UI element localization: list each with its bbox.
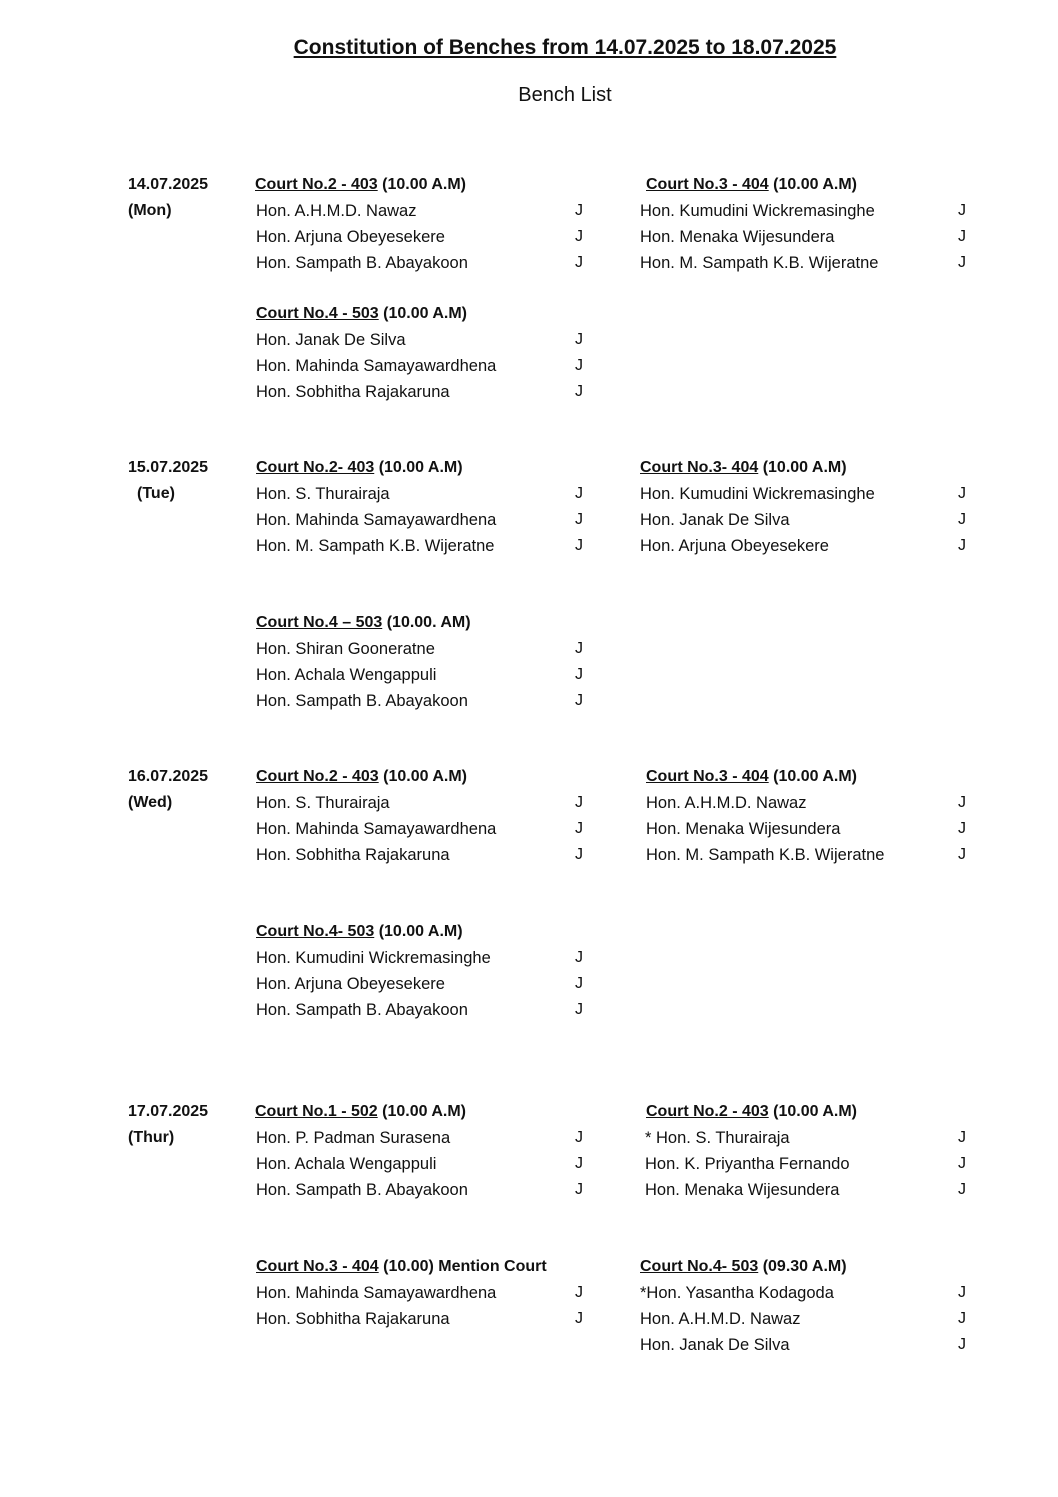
judge-name: Hon. A.H.M.D. Nawaz bbox=[256, 202, 417, 220]
bench-heading bbox=[256, 459, 463, 477]
judge-mark: J bbox=[575, 511, 583, 528]
judge-mark: J bbox=[575, 975, 583, 992]
judge-name: Hon. Kumudini Wickremasinghe bbox=[256, 949, 491, 967]
court-time: (10.00. AM) bbox=[382, 614, 471, 631]
day-weekday: (Mon) bbox=[128, 202, 172, 219]
judge-mark: J bbox=[575, 846, 583, 863]
court-name: Court No.4 - 503 bbox=[256, 305, 379, 322]
judge-name: Hon. Sobhitha Rajakaruna bbox=[256, 383, 450, 401]
court-time: (10.00 A.M) bbox=[374, 923, 463, 940]
judge-mark: J bbox=[575, 1310, 583, 1327]
judge-name: Hon. Mahinda Samayawardhena bbox=[256, 1284, 497, 1302]
court-name: Court No.4- 503 bbox=[256, 923, 375, 940]
court-name: Court No.2 - 403 bbox=[256, 768, 379, 785]
bench-heading bbox=[640, 1258, 847, 1276]
court-name: Court No.2- 403 bbox=[256, 459, 375, 476]
judge-name: Hon. Shiran Gooneratne bbox=[256, 640, 435, 658]
judge-name: Hon. Sobhitha Rajakaruna bbox=[256, 1310, 450, 1328]
judge-name: Hon. Arjuna Obeyesekere bbox=[256, 228, 445, 246]
judge-mark: J bbox=[575, 820, 583, 837]
judge-name: Hon. Mahinda Samayawardhena bbox=[256, 357, 497, 375]
page-subtitle: Bench List bbox=[518, 84, 612, 106]
judge-name: Hon. Janak De Silva bbox=[640, 511, 790, 529]
judge-mark: J bbox=[575, 794, 583, 811]
judge-name: Hon. M. Sampath K.B. Wijeratne bbox=[256, 537, 495, 555]
court-name: Court No.1 - 502 bbox=[255, 1103, 378, 1120]
judge-name: Hon. Sampath B. Abayakoon bbox=[256, 254, 468, 272]
judge-mark: J bbox=[575, 1284, 583, 1301]
court-time: (09.30 A.M) bbox=[758, 1258, 847, 1275]
judge-mark: J bbox=[575, 383, 583, 400]
judge-mark: J bbox=[958, 202, 966, 219]
judge-name: Hon. Menaka Wijesundera bbox=[645, 1181, 840, 1199]
bench-heading bbox=[256, 1258, 547, 1276]
day-date: 14.07.2025 bbox=[128, 176, 209, 193]
judge-mark: J bbox=[575, 202, 583, 219]
judge-name: Hon. Janak De Silva bbox=[640, 1336, 790, 1354]
judge-mark: J bbox=[958, 1310, 966, 1327]
court-time: (10.00 A.M) bbox=[374, 459, 463, 476]
bench-heading bbox=[646, 176, 857, 194]
judge-mark: J bbox=[575, 537, 583, 554]
court-name: Court No.4 – 503 bbox=[256, 614, 383, 631]
court-name: Court No.2 - 403 bbox=[646, 1103, 769, 1120]
bench-heading bbox=[646, 768, 857, 786]
judge-name: Hon. Menaka Wijesundera bbox=[646, 820, 841, 838]
judge-mark: J bbox=[575, 357, 583, 374]
day-weekday: (Wed) bbox=[128, 794, 173, 811]
judge-mark: J bbox=[958, 485, 966, 502]
judge-mark: J bbox=[958, 537, 966, 554]
court-time: (10.00) Mention Court bbox=[378, 1258, 547, 1275]
judge-name: Hon. Mahinda Samayawardhena bbox=[256, 820, 497, 838]
court-name: Court No.3 - 404 bbox=[646, 176, 769, 193]
judge-name: Hon. A.H.M.D. Nawaz bbox=[640, 1310, 801, 1328]
judge-mark: J bbox=[575, 1181, 583, 1198]
judge-name: Hon. Sobhitha Rajakaruna bbox=[256, 846, 450, 864]
judge-mark: J bbox=[575, 228, 583, 245]
court-name: Court No.3- 404 bbox=[640, 459, 759, 476]
judge-name: Hon. M. Sampath K.B. Wijeratne bbox=[646, 846, 885, 864]
day-weekday: (Tue) bbox=[137, 485, 175, 502]
court-name: Court No.3 - 404 bbox=[646, 768, 769, 785]
court-time: (10.00 A.M) bbox=[377, 1103, 467, 1120]
judge-name: Hon. Mahinda Samayawardhena bbox=[256, 511, 497, 529]
judge-mark: J bbox=[958, 820, 966, 837]
bench-heading bbox=[255, 176, 466, 194]
judge-mark: J bbox=[575, 1155, 583, 1172]
judge-mark: J bbox=[575, 949, 583, 966]
court-time: (10.00 A.M) bbox=[768, 1103, 858, 1120]
judge-mark: J bbox=[958, 1284, 966, 1301]
page-title: Constitution of Benches from 14.07.2025 to 18.07.2025 bbox=[293, 36, 837, 59]
judge-mark: J bbox=[958, 846, 966, 863]
court-time: (10.00 A.M) bbox=[378, 305, 468, 322]
bench-heading bbox=[640, 459, 847, 477]
judge-name: Hon. Achala Wengappuli bbox=[256, 1155, 437, 1173]
bench-heading bbox=[646, 1103, 857, 1121]
judge-name: Hon. S. Thurairaja bbox=[256, 485, 390, 503]
court-time: (10.00 A.M) bbox=[378, 768, 468, 785]
judge-mark: J bbox=[575, 640, 583, 657]
judge-mark: J bbox=[958, 794, 966, 811]
court-name: Court No.2 - 403 bbox=[255, 176, 378, 193]
judge-name: Hon. Kumudini Wickremasinghe bbox=[640, 485, 875, 503]
judge-name: Hon. S. Thurairaja bbox=[256, 794, 390, 812]
bench-heading bbox=[256, 768, 467, 786]
judge-name: Hon. Sampath B. Abayakoon bbox=[256, 1181, 468, 1199]
day-date: 16.07.2025 bbox=[128, 768, 209, 785]
judge-mark: J bbox=[575, 692, 583, 709]
judge-name: Hon. Sampath B. Abayakoon bbox=[256, 1001, 468, 1019]
bench-heading bbox=[256, 305, 467, 323]
judge-name: Hon. Menaka Wijesundera bbox=[640, 228, 835, 246]
judge-mark: J bbox=[575, 666, 583, 683]
judge-name: Hon. M. Sampath K.B. Wijeratne bbox=[640, 254, 879, 272]
court-time: (10.00 A.M) bbox=[758, 459, 847, 476]
judge-mark: J bbox=[575, 485, 583, 502]
judge-mark: J bbox=[575, 254, 583, 271]
day-weekday: (Thur) bbox=[128, 1129, 175, 1146]
judge-mark: J bbox=[958, 1155, 966, 1172]
judge-mark: J bbox=[575, 1129, 583, 1146]
judge-name: * Hon. S. Thurairaja bbox=[645, 1129, 790, 1147]
judge-mark: J bbox=[958, 1336, 966, 1353]
court-time: (10.00 A.M) bbox=[768, 176, 858, 193]
judge-mark: J bbox=[575, 1001, 583, 1018]
court-time: (10.00 A.M) bbox=[768, 768, 858, 785]
judge-name: Hon. K. Priyantha Fernando bbox=[645, 1155, 850, 1173]
bench-heading bbox=[256, 614, 471, 632]
judge-mark: J bbox=[575, 331, 583, 348]
judge-name: Hon. Janak De Silva bbox=[256, 331, 406, 349]
judge-name: Hon. Sampath B. Abayakoon bbox=[256, 692, 468, 710]
judge-name: Hon. Arjuna Obeyesekere bbox=[640, 537, 829, 555]
court-name: Court No.3 - 404 bbox=[256, 1258, 379, 1275]
judge-name: *Hon. Yasantha Kodagoda bbox=[640, 1284, 834, 1302]
judge-name: Hon. Achala Wengappuli bbox=[256, 666, 437, 684]
judge-name: Hon. Kumudini Wickremasinghe bbox=[640, 202, 875, 220]
judge-mark: J bbox=[958, 511, 966, 528]
day-date: 15.07.2025 bbox=[128, 459, 209, 476]
judge-mark: J bbox=[958, 254, 966, 271]
judge-mark: J bbox=[958, 1129, 966, 1146]
judge-mark: J bbox=[958, 1181, 966, 1198]
judge-name: Hon. Arjuna Obeyesekere bbox=[256, 975, 445, 993]
judge-name: Hon. A.H.M.D. Nawaz bbox=[646, 794, 807, 812]
court-time: (10.00 A.M) bbox=[377, 176, 467, 193]
bench-heading bbox=[255, 1103, 466, 1121]
bench-heading bbox=[256, 923, 463, 941]
court-name: Court No.4- 503 bbox=[640, 1258, 759, 1275]
judge-name: Hon. P. Padman Surasena bbox=[256, 1129, 451, 1147]
judge-mark: J bbox=[958, 228, 966, 245]
day-date: 17.07.2025 bbox=[128, 1103, 209, 1120]
